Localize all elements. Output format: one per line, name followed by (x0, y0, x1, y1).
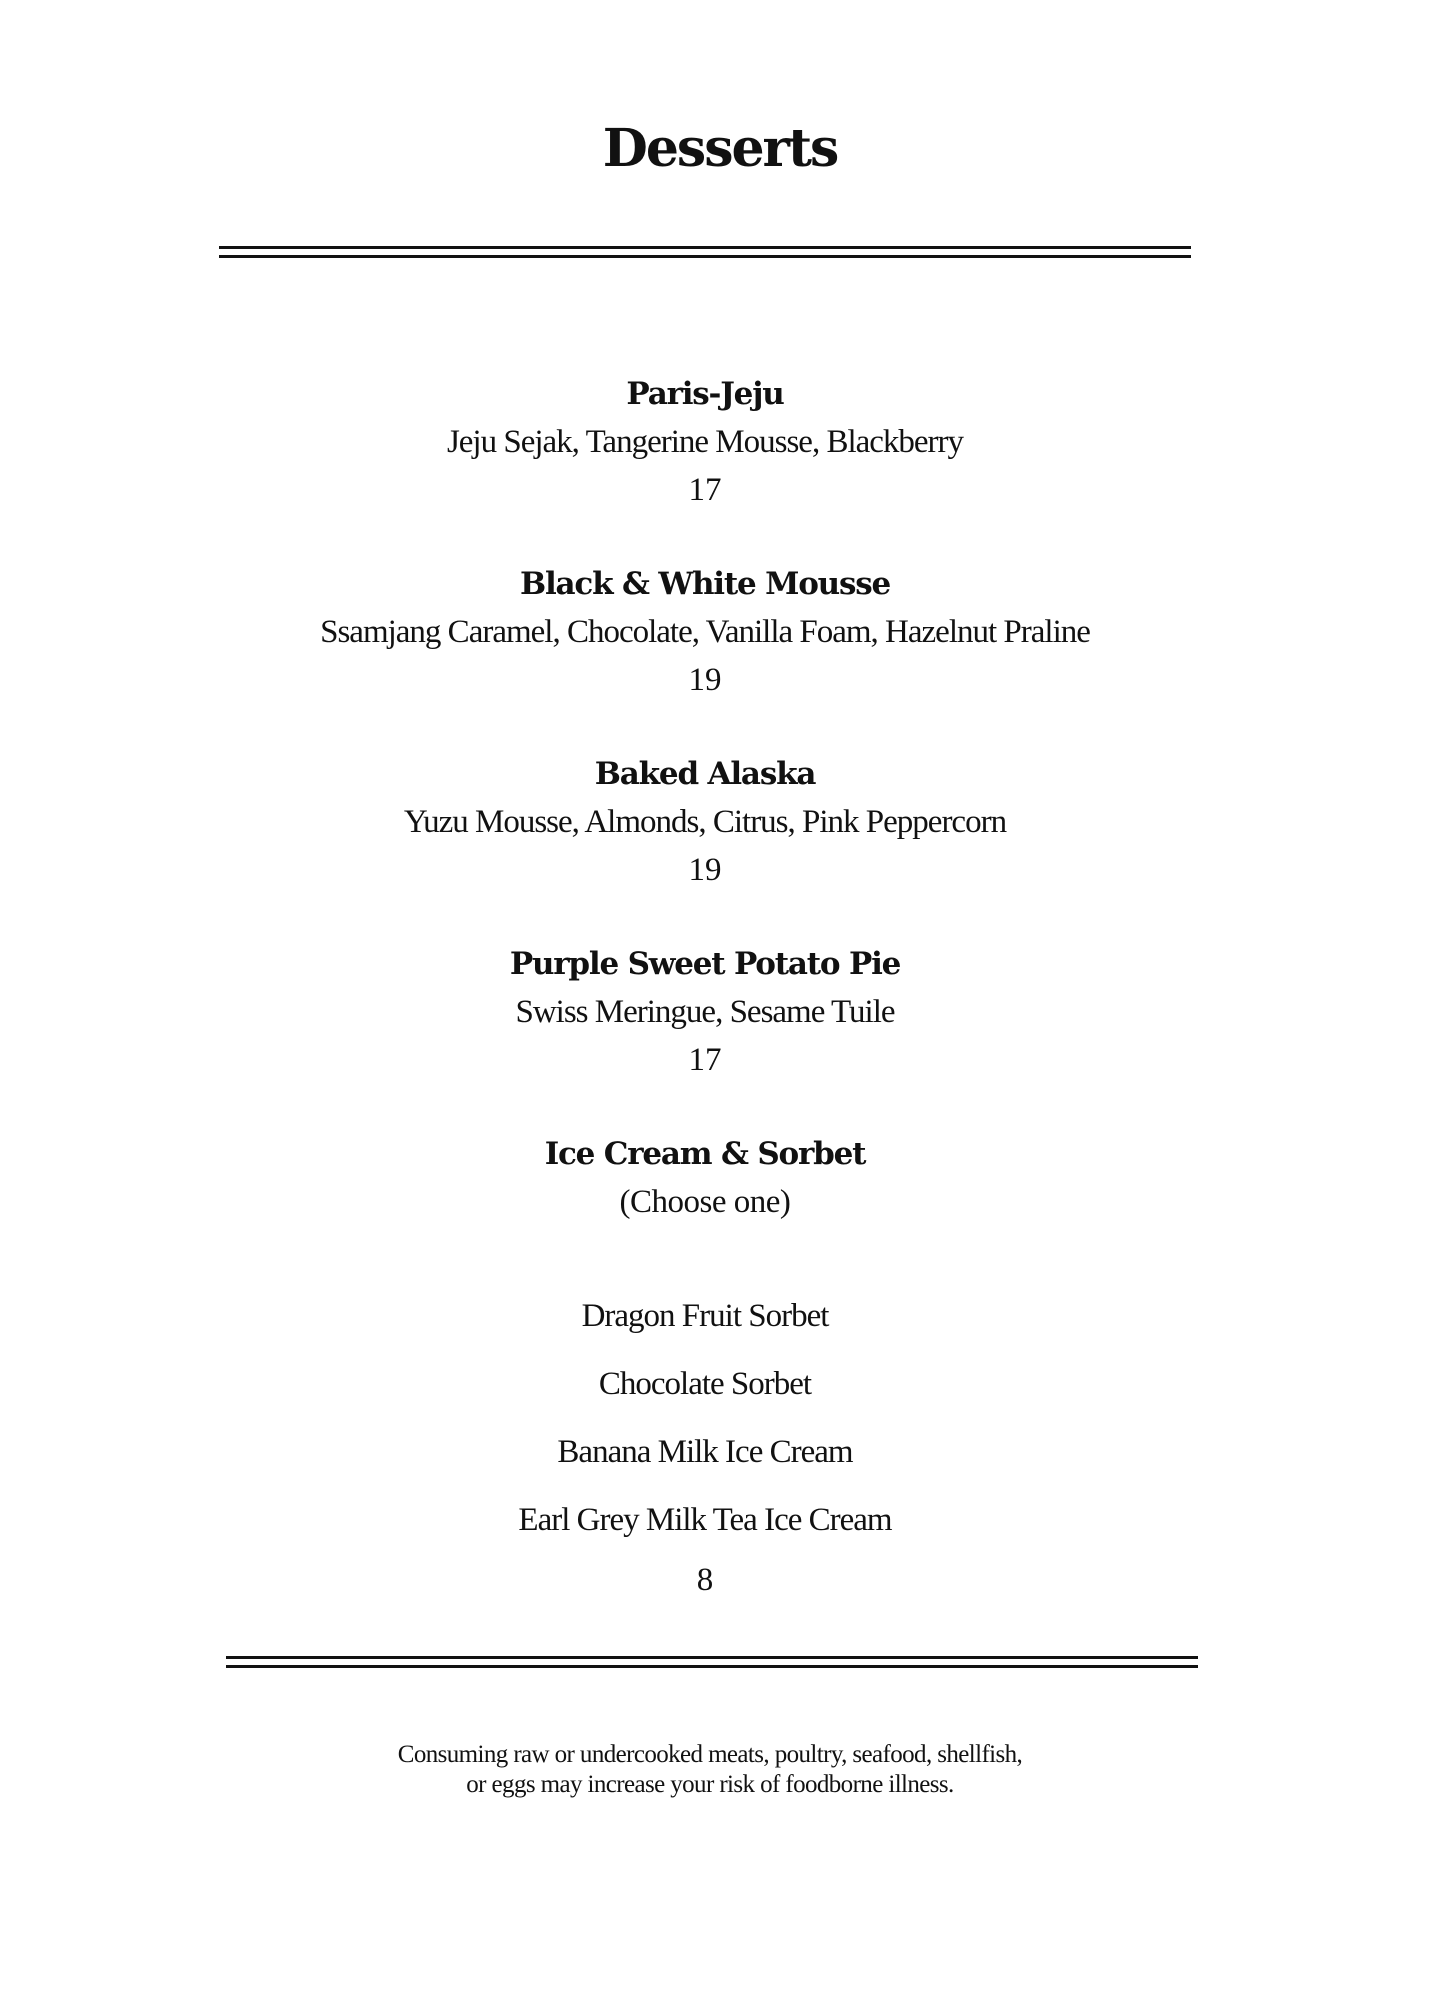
dessert-menu (0, 370, 1410, 1652)
item-price: 8 (696, 1562, 714, 1598)
flavor-option: Dragon Fruit Sorbet (581, 1298, 829, 1334)
item-description: Ssamjang Caramel, Chocolate, Vanilla Foam, Hazelnut Praline (320, 614, 1090, 650)
choose-note: (Choose one) (619, 1184, 791, 1220)
menu-item-purple-sweet-potato-pie (0, 940, 1410, 1084)
item-description: Jeju Sejak, Tangerine Mousse, Blackberry (446, 424, 964, 460)
item-name: Paris-Jeju (626, 376, 784, 412)
flavor-option: Chocolate Sorbet (598, 1366, 812, 1402)
item-name: Black & White Mousse (519, 566, 891, 602)
item-name: Purple Sweet Potato Pie (509, 946, 901, 982)
item-price: 17 (688, 1042, 722, 1078)
disclaimer-line: Consuming raw or undercooked meats, poultry, seafood, shellfish, (397, 1741, 1023, 1768)
disclaimer-line: or eggs may increase your risk of foodborne illness. (466, 1771, 954, 1798)
item-price: 17 (688, 472, 722, 508)
item-price: 19 (688, 662, 722, 698)
bottom-double-divider (226, 1656, 1198, 1668)
menu-item-paris-jeju (0, 370, 1410, 514)
item-description: Yuzu Mousse, Almonds, Citrus, Pink Peppercorn (403, 804, 1007, 840)
item-description: Swiss Meringue, Sesame Tuile (515, 994, 895, 1030)
menu-item-baked-alaska (0, 750, 1410, 894)
item-price: 19 (688, 852, 722, 888)
item-name: Ice Cream & Sorbet (544, 1136, 866, 1172)
menu-item-black-white-mousse (0, 560, 1410, 704)
flavor-options (0, 1282, 1410, 1554)
food-safety-disclaimer (0, 1740, 1420, 1800)
menu-item-ice-cream-sorbet (0, 1130, 1410, 1606)
item-name: Baked Alaska (594, 756, 816, 792)
top-double-divider (219, 246, 1191, 258)
page-title: Desserts (602, 118, 838, 179)
flavor-option: Earl Grey Milk Tea Ice Cream (518, 1502, 892, 1538)
flavor-option: Banana Milk Ice Cream (557, 1434, 853, 1470)
